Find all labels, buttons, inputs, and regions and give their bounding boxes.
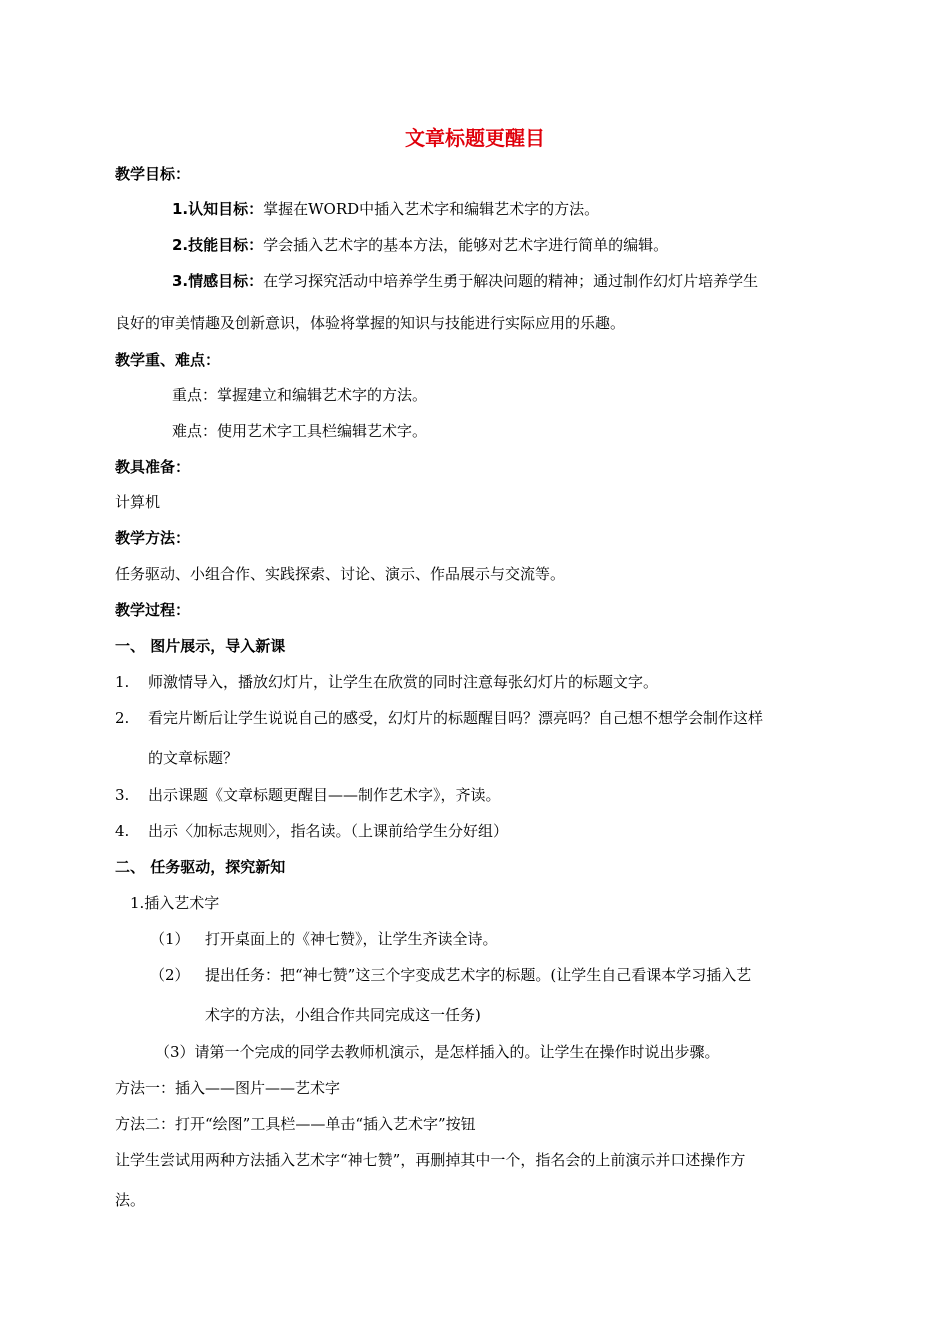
list-item-num: 1.: [115, 673, 130, 691]
list-item: 出示课题《文章标题更醒目——制作艺术字》，齐读。: [148, 786, 501, 804]
step-num: （1）: [150, 930, 190, 948]
method-one: 方法一：插入——图片——艺术字: [115, 1079, 341, 1097]
emotion-objective: [172, 271, 758, 291]
methods-text: 任务驱动、小组合作、实践探索、讨论、演示、作品展示与交流等。: [115, 565, 566, 583]
step-text: 提出任务：把“神七赞”这三个字变成艺术字的标题。(让学生自己看课本学习插入艺: [205, 966, 752, 984]
key-point: 重点：掌握建立和编辑艺术字的方法。: [172, 386, 428, 404]
emotion-text-2: 良好的审美情趣及创新意识，体验将掌握的知识与技能进行实际应用的乐趣。: [115, 314, 626, 332]
methods-heading: 教学方法：: [115, 529, 191, 547]
cognitive-label: 1.认知目标：: [172, 200, 264, 218]
list-item: 出示〈加标志规则〉，指名读。（上课前给学生分好组）: [148, 822, 509, 840]
practice-text-continuation: 法。: [115, 1191, 146, 1209]
section1-heading: 一、 图片展示，导入新课: [115, 637, 286, 655]
step-num: （2）: [150, 966, 190, 984]
key-points-heading: 教学重、难点：: [115, 351, 221, 369]
skill-objective: [172, 235, 668, 255]
practice-text: 让学生尝试用两种方法插入艺术字“神七赞”，再删掉其中一个，指名会的上前演示并口述操作方: [115, 1151, 746, 1169]
emotion-text-1: 在学习探究活动中培养学生勇于解决问题的精神；通过制作幻灯片培养学生: [263, 272, 759, 290]
difficult-point: 难点：使用艺术字工具栏编辑艺术字。: [172, 422, 428, 440]
list-item: 看完片断后让学生说说自己的感受，幻灯片的标题醒目吗？漂亮吗？自己想不想学会制作这样: [148, 709, 764, 727]
objectives-heading: 教学目标：: [115, 165, 191, 183]
list-item-num: 3.: [115, 786, 130, 804]
tools-heading: 教具准备：: [115, 458, 191, 476]
list-item-num: 4.: [115, 822, 130, 840]
cognitive-objective: [172, 199, 599, 219]
method-two: 方法二：打开“绘图”工具栏——单击“插入艺术字”按钮: [115, 1115, 476, 1133]
list-item: 师激情导入，播放幻灯片，让学生在欣赏的同时注意每张幻灯片的标题文字。: [148, 673, 659, 691]
tools-text: 计算机: [115, 493, 161, 511]
skill-label: 2.技能目标：: [172, 236, 264, 254]
step-text-continuation: 术字的方法，小组合作共同完成这一任务): [205, 1006, 481, 1024]
list-item-num: 2.: [115, 709, 130, 727]
document-title: 文章标题更醒目: [405, 126, 545, 150]
subsection-title: 1.插入艺术字: [130, 894, 220, 912]
process-heading: 教学过程：: [115, 601, 191, 619]
emotion-label: 3.情感目标：: [172, 272, 264, 290]
skill-text: 学会插入艺术字的基本方法，能够对艺术字进行简单的编辑。: [263, 236, 669, 254]
list-item-continuation: 的文章标题？: [148, 749, 239, 767]
cognitive-text: 掌握在WORD中插入艺术字和编辑艺术字的方法。: [263, 200, 600, 218]
section2-heading: 二、 任务驱动，探究新知: [115, 858, 286, 876]
step-text: （3）请第一个完成的同学去教师机演示，是怎样插入的。让学生在操作时说出步骤。: [155, 1043, 720, 1061]
step-text: 打开桌面上的《神七赞》，让学生齐读全诗。: [205, 930, 498, 948]
